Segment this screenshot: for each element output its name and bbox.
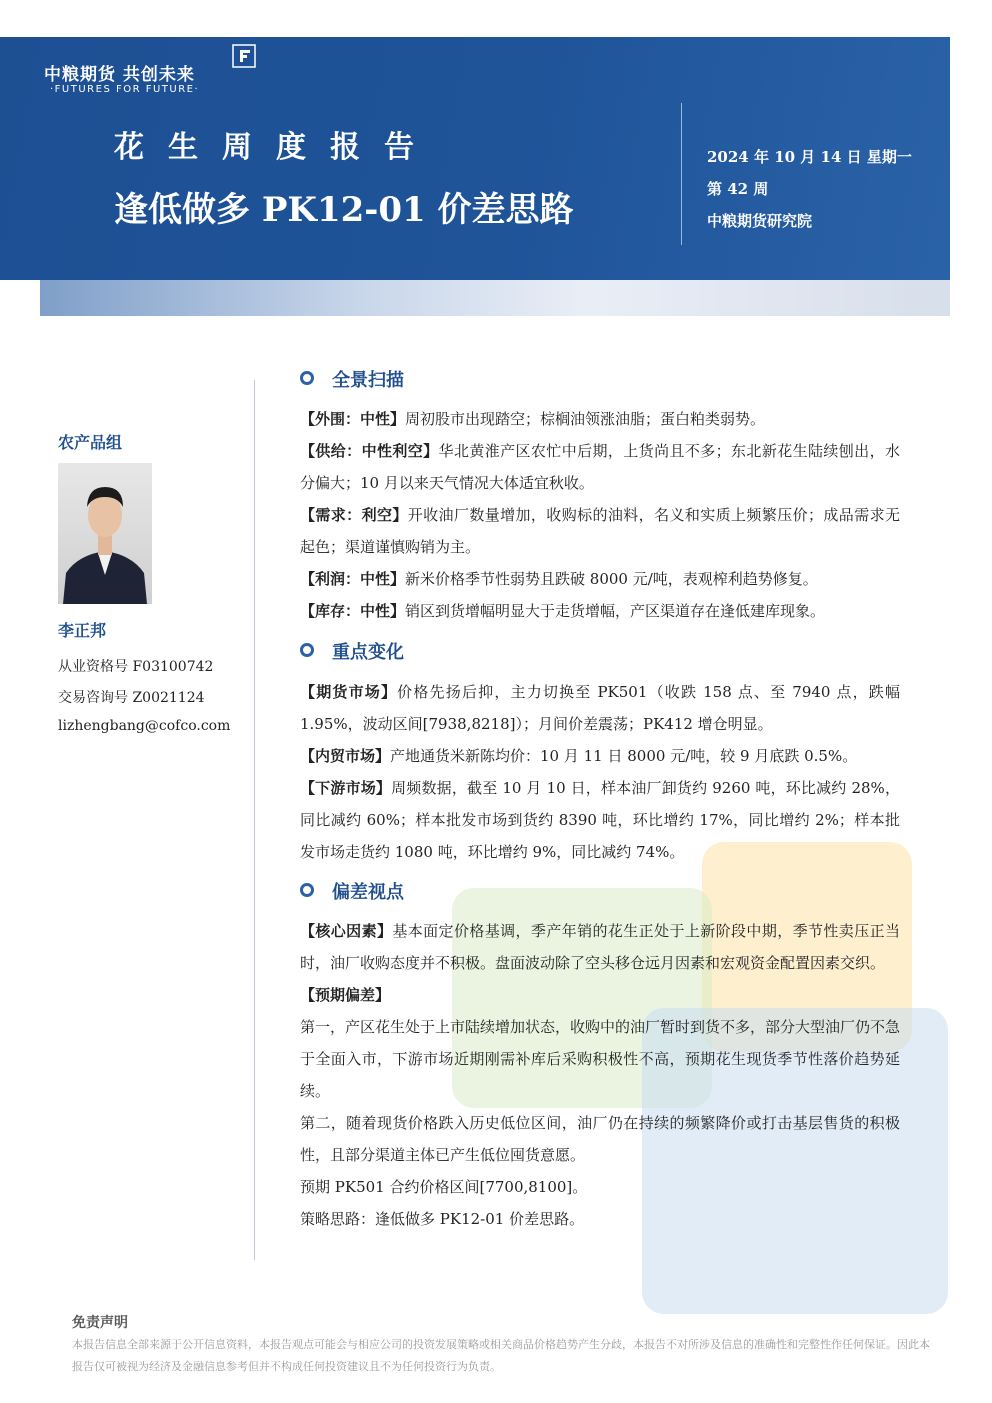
sidebar-divider: [254, 380, 255, 1260]
brand-logo-text: 中粮期货 共创未来: [44, 65, 195, 85]
overview-item: 【利润：中性】新米价格季节性弱势且跌破 8000 元/吨，表观榨利趋势修复。: [300, 570, 818, 588]
changes-item: 【内贸市场】产地通货米新陈均价：10 月 11 日 8000 元/吨，较 9 月底跌 0.5%。: [300, 747, 858, 765]
deviation-item: 策略思路：逢低做多 PK12-01 价差思路。: [300, 1210, 585, 1228]
overview-block: [300, 403, 900, 627]
analyst-qualification: 从业资格号 F03100742: [58, 659, 214, 675]
report-title: 花生周度报告: [114, 130, 438, 165]
report-subtitle: 逢低做多 PK12-01 价差思路: [114, 190, 574, 230]
disclaimer-text: 本报告信息全部来源于公开信息资料，本报告观点可能会与相应公司的投资发展策略或相关商品价格趋势产生分歧，本报告不对所涉及信息的准确性和完整性作任何保证。因此本报告仅可被视为经济及金融信息参考但并不构成任何投资建议且不为任何投资行为负责。: [72, 1338, 930, 1373]
bullet-circle-icon: [300, 883, 314, 897]
report-date: 2024 年 10 月 14 日 星期一: [707, 148, 912, 166]
disclaimer-title: 免责声明: [72, 1315, 128, 1331]
changes-block: [300, 676, 900, 868]
overview-item: 【库存：中性】销区到货增幅明显大于走货增幅，产区渠道存在逢低建库现象。: [300, 602, 826, 620]
overview-item: 【供给：中性利空】华北黄淮产区农忙中后期，上货尚且不多；东北新花生陆续刨出，水分偏大；10 月以来天气情况大体适宜秋收。: [300, 442, 900, 492]
brand-slogan: ·FUTURES FOR FUTURE·: [50, 84, 200, 95]
report-institute: 中粮期货研究院: [707, 212, 813, 230]
analyst-group: 农产品组: [58, 433, 123, 452]
deviation-item: 【核心因素】基本面定价格基调，季产年销的花生正处于上新阶段中期，季节性卖压正当时，油厂收购态度并不积极。盘面波动除了空头移仓远月因素和宏观资金配置因素交织。: [300, 922, 900, 972]
header-divider: [681, 103, 682, 245]
report-week: 第 42 周: [707, 180, 769, 198]
header-banner-strip: [40, 280, 950, 316]
section-title-deviation: 偏差视点: [300, 878, 404, 904]
deviation-item: 第二，随着现货价格跌入历史低位区间，油厂仍在持续的频繁降价或打击基层售货的积极性，且部分渠道主体已产生低位囤货意愿。: [300, 1114, 900, 1164]
brand-logo-icon: [232, 44, 256, 68]
bullet-circle-icon: [300, 643, 314, 657]
deviation-block: [300, 915, 900, 1235]
analyst-email[interactable]: lizhengbang@cofco.com: [58, 718, 231, 734]
deviation-item: 预期 PK501 合约价格区间[7700,8100]。: [300, 1178, 588, 1196]
deviation-item: 第一，产区花生处于上市陆续增加状态，收购中的油厂暂时到货不多，部分大型油厂仍不急于全面入市，下游市场近期刚需补库后采购积极性不高，预期花生现货季节性落价趋势延续。: [300, 1018, 901, 1100]
changes-item: 【期货市场】价格先扬后抑，主力切换至 PK501（收跌 158 点、至 7940 点，跌幅 1.95%，波动区间[7938,8218]）；月间价差震荡；PK412 增仓明显。: [300, 683, 900, 733]
overview-item: 【需求：利空】开收油厂数量增加，收购标的油料，名义和实质上频繁压价；成品需求无起色；渠道谨慎购销为主。: [300, 506, 900, 556]
overview-item: 【外围：中性】周初股市出现踏空；棕榈油领涨油脂；蛋白粕类弱势。: [300, 410, 766, 428]
section-title-changes: 重点变化: [300, 638, 404, 664]
changes-item: 【下游市场】周频数据，截至 10 月 10 日，样本油厂卸货约 9260 吨，环比减约 28%，同比减约 60%；样本批发市场到货约 8390 吨，环比增约 17%，同比增约 2%；样本批发市场走货约 1080 吨，环比增约 9%，同比减约 74%。: [300, 779, 900, 861]
analyst-consult-id: 交易咨询号 Z0021124: [58, 690, 205, 706]
bullet-circle-icon: [300, 371, 314, 385]
section-title-overview: 全景扫描: [300, 366, 404, 392]
analyst-photo: [58, 463, 152, 604]
deviation-item: 【预期偏差】: [300, 986, 391, 1004]
analyst-name: 李正邦: [58, 621, 107, 640]
